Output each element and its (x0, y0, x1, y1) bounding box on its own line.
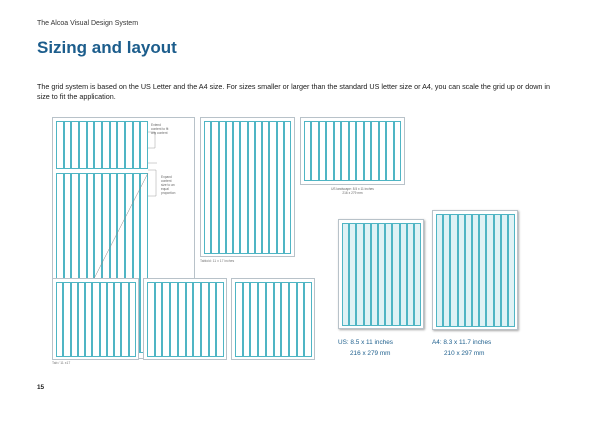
grid-column (407, 223, 414, 326)
grid-column (129, 282, 136, 357)
grid-column (472, 214, 479, 327)
grid-column (248, 121, 255, 254)
grid-column (178, 282, 186, 357)
extend-annotation: Extend content to fit any content (151, 123, 169, 135)
grid-column (162, 282, 170, 357)
grid-column (277, 121, 284, 254)
grid-column (186, 282, 194, 357)
grid-column (378, 223, 385, 326)
column-grid-a4 (436, 214, 515, 327)
small-page-diagram-2 (143, 278, 227, 360)
grid-column (364, 121, 371, 181)
grid-column (107, 282, 114, 357)
grid-column (250, 282, 258, 357)
grid-column (342, 223, 349, 326)
grid-column (92, 282, 99, 357)
column-grid-tall (204, 121, 291, 254)
grid-column (304, 282, 312, 357)
grid-column (341, 121, 348, 181)
us-letter-page-diagram (338, 219, 424, 329)
us-size-label: US: 8.5 x 11 inches 216 x 279 mm (338, 339, 393, 357)
grid-column (486, 214, 493, 327)
grid-column (219, 121, 226, 254)
page-number: 15 (37, 384, 45, 391)
grid-column (233, 121, 240, 254)
grid-column (436, 214, 443, 327)
grid-column (414, 223, 421, 326)
grid-column (226, 121, 233, 254)
grid-column (465, 214, 472, 327)
grid-column (216, 282, 224, 357)
grid-column (204, 121, 211, 254)
grid-column (371, 121, 378, 181)
grid-column (371, 223, 378, 326)
grid-column (450, 214, 457, 327)
grid-column (201, 282, 209, 357)
grid-column (209, 282, 217, 357)
grid-column (266, 282, 274, 357)
bottom-left-caption: Tab / 11 x17 (52, 361, 71, 365)
grid-column (269, 121, 276, 254)
grid-column (262, 121, 269, 254)
landscape-page-diagram (300, 117, 405, 185)
section-heading: Sizing and layout (37, 38, 177, 57)
grid-column (385, 223, 392, 326)
small-page-diagram-1 (52, 278, 139, 360)
grid-column (356, 223, 363, 326)
grid-column (334, 121, 341, 181)
grid-column (211, 121, 218, 254)
grid-column (443, 214, 450, 327)
grid-column (326, 121, 333, 181)
column-grid-landscape (304, 121, 401, 181)
grid-column (297, 282, 305, 357)
grid-column (56, 282, 63, 357)
grid-column (379, 121, 386, 181)
small-page-diagram-3 (231, 278, 315, 360)
grid-column (284, 121, 291, 254)
grid-column (289, 282, 297, 357)
grid-column (121, 282, 128, 357)
grid-column (71, 282, 78, 357)
grid-column (170, 282, 178, 357)
grid-column (501, 214, 508, 327)
column-grid-small-2 (147, 282, 224, 357)
grid-column (386, 121, 393, 181)
document-header-title: The Alcoa Visual Design System (37, 20, 139, 27)
column-grid-us (342, 223, 421, 326)
tall-page-diagram (200, 117, 295, 257)
grid-column (255, 121, 262, 254)
grid-column (281, 282, 289, 357)
grid-column (392, 223, 399, 326)
expand-annotation: Expand content size to an equal proportion (161, 175, 176, 195)
grid-column (100, 282, 107, 357)
grid-column (400, 223, 407, 326)
grid-column (155, 282, 163, 357)
grid-column (147, 282, 155, 357)
column-grid-small-1 (56, 282, 136, 357)
grid-column (235, 282, 243, 357)
grid-column (356, 121, 363, 181)
grid-column (258, 282, 266, 357)
grid-column (274, 282, 282, 357)
grid-column (243, 282, 251, 357)
grid-column (394, 121, 401, 181)
grid-column (311, 121, 318, 181)
grid-column (240, 121, 247, 254)
grid-column (349, 223, 356, 326)
grid-column (494, 214, 501, 327)
a4-size-label: A4: 8.3 x 11.7 inches 210 x 297 mm (432, 339, 492, 357)
grid-column (63, 282, 70, 357)
grid-column (458, 214, 465, 327)
grid-column (114, 282, 121, 357)
grid-column (319, 121, 326, 181)
intro-paragraph: The grid system is based on the US Letter and the A4 size. For sizes smaller or larger than the standard US letter size or A4, you can scale the grid up or down in size to fit the application. (37, 82, 550, 101)
grid-column (508, 214, 515, 327)
grid-column (304, 121, 311, 181)
grid-column (364, 223, 371, 326)
landscape-caption: US landscape: 8.5 x 11 inches 216 x 279 mm (331, 187, 374, 195)
a4-page-diagram (432, 210, 518, 330)
column-grid-small-3 (235, 282, 312, 357)
grid-column (78, 282, 85, 357)
tall-page-caption: Tabloid: 11 x 17 inches (200, 259, 235, 263)
grid-column (193, 282, 201, 357)
grid-column (85, 282, 92, 357)
grid-column (349, 121, 356, 181)
grid-column (479, 214, 486, 327)
